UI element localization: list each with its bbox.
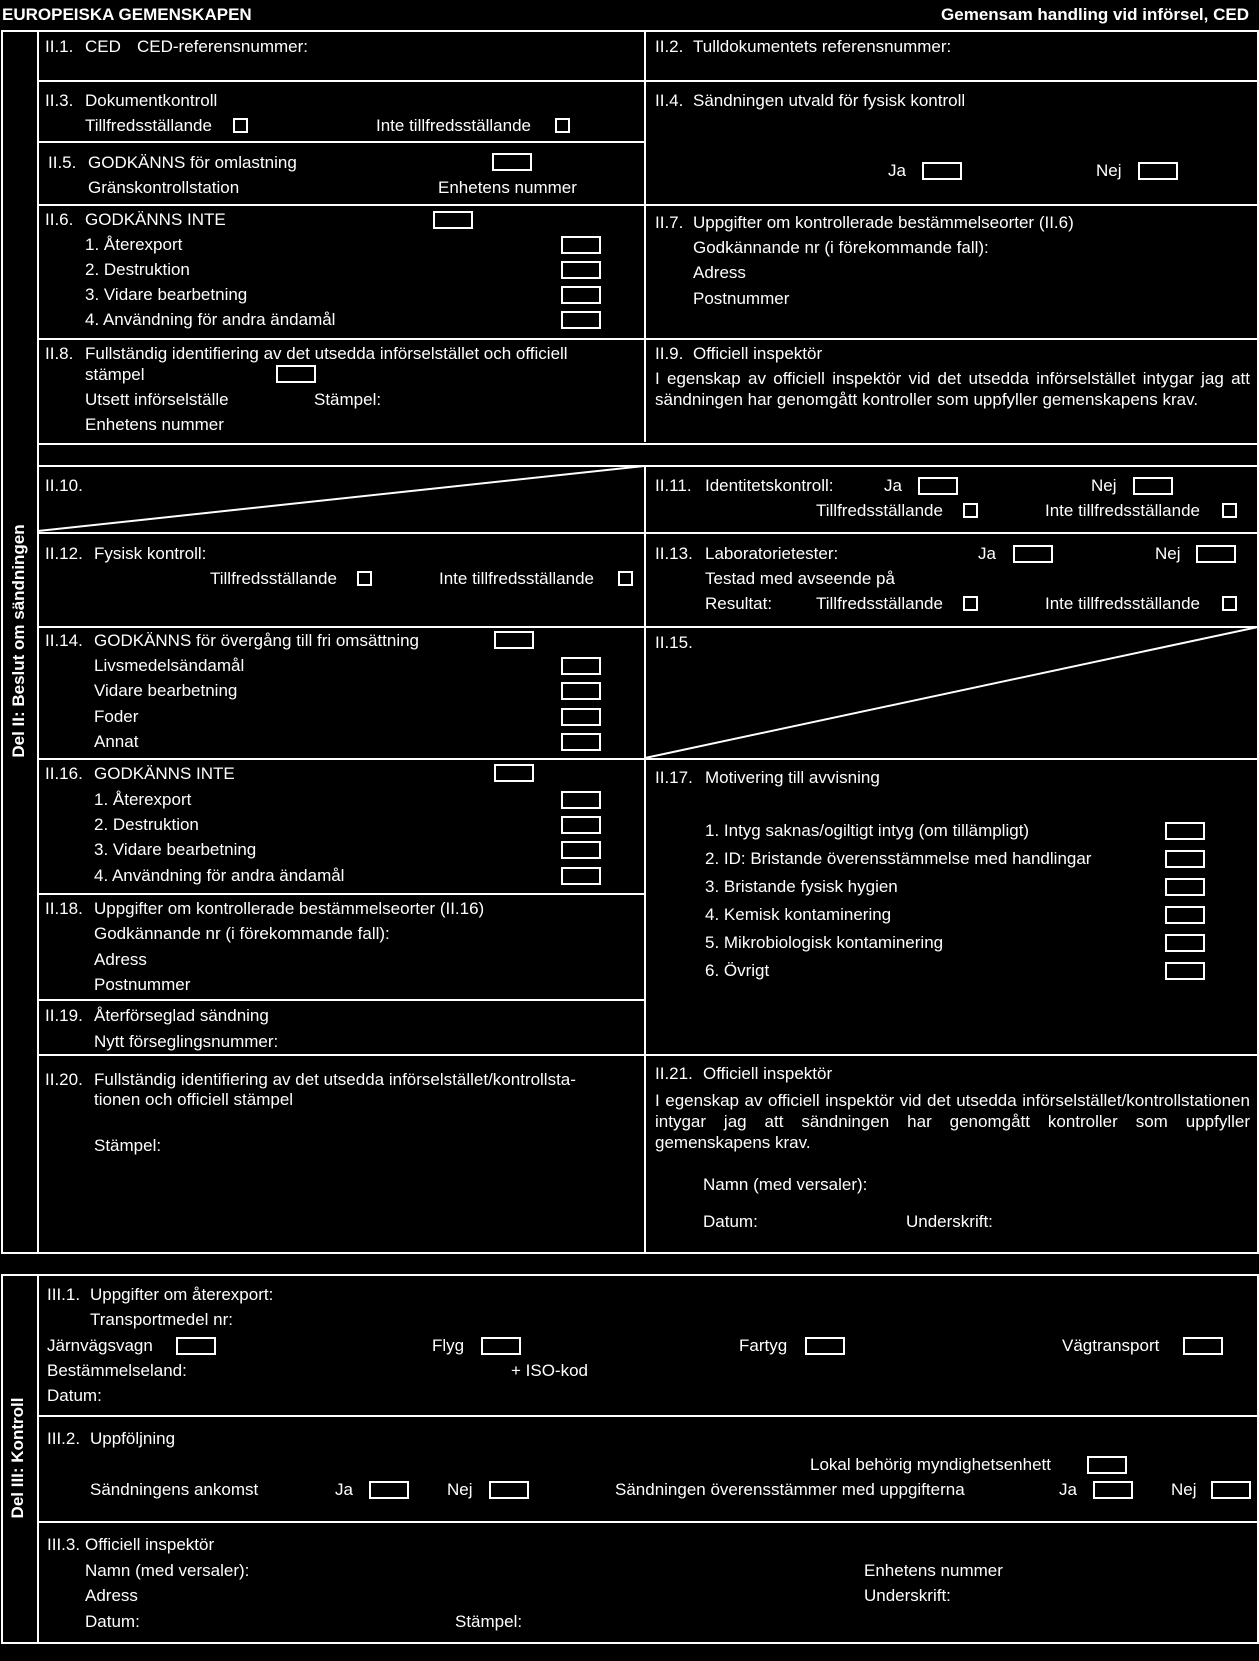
ii18-num: II.18. — [45, 899, 83, 918]
ii13-notok-checkbox[interactable] — [1222, 596, 1237, 611]
ii14-checkbox[interactable] — [494, 631, 534, 649]
ii21-sign-label: Underskrift: — [906, 1212, 993, 1231]
ii14-item-1-checkbox[interactable] — [561, 657, 601, 675]
iii2-arrival-yes-checkbox[interactable] — [369, 1481, 409, 1499]
ii17-label: Motivering till avvisning — [705, 768, 880, 787]
ii20-num: II.20. — [45, 1070, 83, 1089]
ii13-yes-label: Ja — [978, 544, 996, 563]
iii1-date-label: Datum: — [47, 1386, 102, 1405]
iii2-match-label: Sändningen överensstämmer med uppgifterna — [615, 1480, 965, 1499]
ii17-item-1-checkbox[interactable] — [1165, 822, 1205, 840]
ii16-item-1: 1. Återexport — [94, 790, 192, 809]
ii21-num: II.21. — [655, 1064, 693, 1083]
iii2-match-yes-label: Ja — [1059, 1480, 1077, 1499]
ii17-item-3: 3. Bristande fysisk hygien — [705, 877, 898, 896]
ii4-yes-label: Ja — [888, 161, 906, 180]
ii6-checkbox[interactable] — [433, 211, 473, 229]
ii11-yes-label: Ja — [884, 476, 902, 495]
ii16-num: II.16. — [45, 764, 83, 783]
ii19-label: Återförseglad sändning — [94, 1006, 269, 1025]
ii13-no-label: Nej — [1155, 544, 1181, 563]
ii3-label: Dokumentkontroll — [85, 91, 218, 110]
ii6-num: II.6. — [45, 210, 74, 229]
iii1-iso-label: + ISO-kod — [511, 1361, 589, 1380]
iii2-match-yes-checkbox[interactable] — [1093, 1481, 1133, 1499]
iii1-country-label: Bestämmelseland: — [47, 1361, 187, 1380]
ii8-sub1b: Stämpel: — [314, 390, 382, 409]
iii2-label: Uppföljning — [90, 1429, 176, 1448]
ii4-no-checkbox[interactable] — [1138, 162, 1178, 180]
ii13-ok-checkbox[interactable] — [963, 596, 978, 611]
iii1-air-checkbox[interactable] — [481, 1337, 521, 1355]
ii6-item-1-checkbox[interactable] — [561, 236, 601, 254]
ii15-num: II.15. — [655, 633, 693, 652]
ii16-item-2: 2. Destruktion — [94, 815, 199, 834]
iii2-arrival-no-label: Nej — [447, 1480, 473, 1499]
iii3-sign-label: Underskrift: — [864, 1586, 951, 1605]
ii16-item-2-checkbox[interactable] — [561, 816, 601, 834]
ii3-ok-checkbox[interactable] — [233, 118, 248, 133]
ii12-notok-checkbox[interactable] — [618, 571, 633, 586]
ii16-item-4-checkbox[interactable] — [561, 867, 601, 885]
ii1-num: II.1. — [45, 37, 74, 56]
ii7-line-3: Postnummer — [693, 289, 790, 308]
iii2-match-no-checkbox[interactable] — [1211, 1481, 1251, 1499]
ii21-text: I egenskap av officiell inspektör vid det utsedda införselstället/kontrollstationen intygar jag att sändningen har genomgått kontroller som uppfyller gemenskapens krav. — [655, 1091, 1250, 1152]
ii11-ok-checkbox[interactable] — [963, 503, 978, 518]
ii13-sub2: Resultat: — [705, 594, 773, 613]
ii8-label: Fullständig identifiering av det utsedda införselstället och officiell — [85, 344, 568, 363]
ii7-line-1: Godkännande nr (i förekommande fall): — [693, 238, 989, 257]
iii1-rail-checkbox[interactable] — [176, 1337, 216, 1355]
ii14-label: GODKÄNNS för övergång till fri omsättning — [94, 631, 420, 650]
ii17-item-4-checkbox[interactable] — [1165, 906, 1205, 924]
ii16-item-1-checkbox[interactable] — [561, 791, 601, 809]
ii17-item-6: 6. Övrigt — [705, 961, 770, 980]
ii17-item-2: 2. ID: Bristande överensstämmelse med handlingar — [705, 849, 1092, 868]
ii11-num: II.11. — [655, 476, 692, 495]
iii1-num: III.1. — [47, 1285, 81, 1304]
ii11-notok-checkbox[interactable] — [1222, 503, 1237, 518]
iii2-local-checkbox[interactable] — [1087, 1456, 1127, 1474]
ii14-item-3-checkbox[interactable] — [561, 708, 601, 726]
header-title-left: EUROPEISKA GEMENSKAPEN — [2, 5, 252, 24]
iii2-num: III.2. — [47, 1429, 81, 1448]
ii14-item-2: Vidare bearbetning — [94, 681, 238, 700]
ii17-item-5-checkbox[interactable] — [1165, 934, 1205, 952]
ii17-item-3-checkbox[interactable] — [1165, 878, 1205, 896]
ii18-label: Uppgifter om kontrollerade bestämmelseorter (II.16) — [94, 899, 485, 918]
ii6-item-2-checkbox[interactable] — [561, 261, 601, 279]
ii14-item-4-checkbox[interactable] — [561, 733, 601, 751]
ii6-label: GODKÄNNS INTE — [85, 210, 226, 229]
ii6-item-4: 4. Användning för andra ändamål — [85, 310, 336, 329]
ii12-ok-checkbox[interactable] — [357, 571, 372, 586]
ii4-no-label: Nej — [1096, 161, 1122, 180]
ii5-sub2: Enhetens nummer — [438, 178, 577, 197]
ii12-label: Fysisk kontroll: — [94, 544, 207, 563]
ii11-yes-checkbox[interactable] — [918, 477, 958, 495]
ii12-notok-label: Inte tillfredsställande — [439, 569, 594, 588]
ii1-label: CED — [85, 37, 121, 56]
iii3-address-label: Adress — [85, 1586, 138, 1605]
ii17-item-2-checkbox[interactable] — [1165, 850, 1205, 868]
ii4-yes-checkbox[interactable] — [922, 162, 962, 180]
ii6-item-4-checkbox[interactable] — [561, 311, 601, 329]
ii3-notok-checkbox[interactable] — [555, 118, 570, 133]
iii1-label: Uppgifter om återexport: — [90, 1285, 274, 1304]
ii5-sub1: Gränskontrollstation — [88, 178, 240, 197]
ii5-checkbox[interactable] — [492, 153, 532, 171]
ii18-line-3: Postnummer — [94, 975, 191, 994]
ii17-item-5: 5. Mikrobiologisk kontaminering — [705, 933, 944, 952]
iii2-arrival-label: Sändningens ankomst — [90, 1480, 259, 1499]
ii13-yes-checkbox[interactable] — [1013, 545, 1053, 563]
ii16-item-3-checkbox[interactable] — [561, 841, 601, 859]
ii14-item-3: Foder — [94, 707, 139, 726]
iii3-date-label: Datum: — [85, 1612, 140, 1631]
ii8-sub1: Utsett införselställe — [85, 390, 229, 409]
ii4-num: II.4. — [655, 91, 684, 110]
ii4-label: Sändningen utvald för fysisk kontroll — [693, 91, 966, 110]
ii3-ok-label: Tillfredsställande — [85, 116, 212, 135]
ii11-no-label: Nej — [1091, 476, 1117, 495]
ii14-item-1: Livsmedelsändamål — [94, 656, 245, 675]
ii19-num: II.19. — [45, 1006, 83, 1025]
ii18-line-1: Godkännande nr (i förekommande fall): — [94, 924, 390, 943]
ii9-num: II.9. — [655, 344, 684, 363]
ii7-label: Uppgifter om kontrollerade bestämmelseorter (II.6) — [693, 213, 1074, 232]
ii6-item-2: 2. Destruktion — [85, 260, 190, 279]
ii16-item-4: 4. Användning för andra ändamål — [94, 866, 345, 885]
ii12-num: II.12. — [45, 544, 83, 563]
ii13-no-checkbox[interactable] — [1196, 545, 1236, 563]
ii18-line-2: Adress — [94, 950, 147, 969]
ii17-item-1: 1. Intyg saknas/ogiltigt intyg (om tillämpligt) — [705, 821, 1030, 840]
iii3-stamp-label: Stämpel: — [455, 1612, 523, 1631]
ii13-sub1: Testad med avseende på — [705, 569, 895, 588]
ii9-text: I egenskap av officiell inspektör vid det utsedda införselstället intygar jag att sändningen har genomgått kontroller som uppfyller gemenskapens krav. — [655, 369, 1250, 409]
ii14-item-2-checkbox[interactable] — [561, 682, 601, 700]
ii13-label: Laboratorietester: — [705, 544, 839, 563]
iii3-num: III.3. — [47, 1535, 81, 1554]
ii3-notok-label: Inte tillfredsställande — [376, 116, 531, 135]
ii21-label: Officiell inspektör — [703, 1064, 833, 1083]
ii16-checkbox[interactable] — [494, 764, 534, 782]
iii1-ship-checkbox[interactable] — [805, 1337, 845, 1355]
iii2-arrival-yes-label: Ja — [335, 1480, 353, 1499]
iii1-road-checkbox[interactable] — [1183, 1337, 1223, 1355]
iii3-unit-label: Enhetens nummer — [864, 1561, 1003, 1580]
part3-side-label: Del III: Kontroll — [8, 1397, 27, 1519]
ii11-label: Identitetskontroll: — [705, 476, 834, 495]
iii1-ship-label: Fartyg — [739, 1336, 788, 1355]
ii7-num: II.7. — [655, 213, 684, 232]
ii2-num: II.2. — [655, 37, 684, 56]
ii12-ok-label: Tillfredsställande — [210, 569, 337, 588]
iii2-match-no-label: Nej — [1171, 1480, 1197, 1499]
ii8-num: II.8. — [45, 344, 74, 363]
ii8-label-cont: stämpel — [85, 365, 145, 384]
ii3-num: II.3. — [45, 91, 74, 110]
ii10-num: II.10. — [45, 476, 83, 495]
ii6-item-3-checkbox[interactable] — [561, 286, 601, 304]
iii1-air-label: Flyg — [432, 1336, 465, 1355]
ii13-notok-label: Inte tillfredsställande — [1045, 594, 1200, 613]
ii14-num: II.14. — [45, 631, 83, 650]
ii17-item-4: 4. Kemisk kontaminering — [705, 905, 892, 924]
ii17-num: II.17. — [655, 768, 693, 787]
ii8-checkbox[interactable] — [276, 365, 316, 383]
iii1-road-label: Vägtransport — [1062, 1336, 1160, 1355]
ii11-no-checkbox[interactable] — [1133, 477, 1173, 495]
iii3-label: Officiell inspektör — [85, 1535, 215, 1554]
iii3-name-label: Namn (med versaler): — [85, 1561, 250, 1580]
ii8-sub2: Enhetens nummer — [85, 415, 224, 434]
ii9-label: Officiell inspektör — [693, 344, 823, 363]
ii21-date-label: Datum: — [703, 1212, 758, 1231]
ii11-ok-label: Tillfredsställande — [816, 501, 943, 520]
ii16-label: GODKÄNNS INTE — [94, 764, 235, 783]
ii13-num: II.13. — [655, 544, 693, 563]
ii20-stamp-label: Stämpel: — [94, 1136, 162, 1155]
part2-side-label: Del II: Beslut om sändningen — [9, 524, 28, 758]
header-title-right: Gemensam handling vid införsel, CED — [941, 5, 1249, 24]
ii16-item-3: 3. Vidare bearbetning — [94, 840, 257, 859]
ii11-notok-label: Inte tillfredsställande — [1045, 501, 1200, 520]
ii1-label2: CED-referensnummer: — [137, 37, 308, 56]
ii20-label2: tionen och officiell stämpel — [94, 1090, 294, 1109]
ii19-sub: Nytt förseglingsnummer: — [94, 1032, 279, 1051]
ii17-item-6-checkbox[interactable] — [1165, 962, 1205, 980]
iii1-transport: Transportmedel nr: — [90, 1310, 233, 1329]
ii2-label: Tulldokumentets referensnummer: — [693, 37, 952, 56]
ii6-item-3: 3. Vidare bearbetning — [85, 285, 248, 304]
iii2-local-label: Lokal behörig myndighetsenhett — [810, 1455, 1051, 1474]
ii7-line-2: Adress — [693, 263, 746, 282]
ii20-label: Fullständig identifiering av det utsedda införselstället/kontrollsta- — [94, 1070, 576, 1089]
iii1-rail-label: Järnvägsvagn — [47, 1336, 153, 1355]
ii5-num: II.5. — [48, 153, 77, 172]
iii2-arrival-no-checkbox[interactable] — [489, 1481, 529, 1499]
ii6-item-1: 1. Återexport — [85, 235, 183, 254]
ii5-label: GODKÄNNS för omlastning — [88, 153, 297, 172]
ii14-item-4: Annat — [94, 732, 139, 751]
ii13-ok-label: Tillfredsställande — [816, 594, 943, 613]
ii21-name-label: Namn (med versaler): — [703, 1175, 868, 1194]
